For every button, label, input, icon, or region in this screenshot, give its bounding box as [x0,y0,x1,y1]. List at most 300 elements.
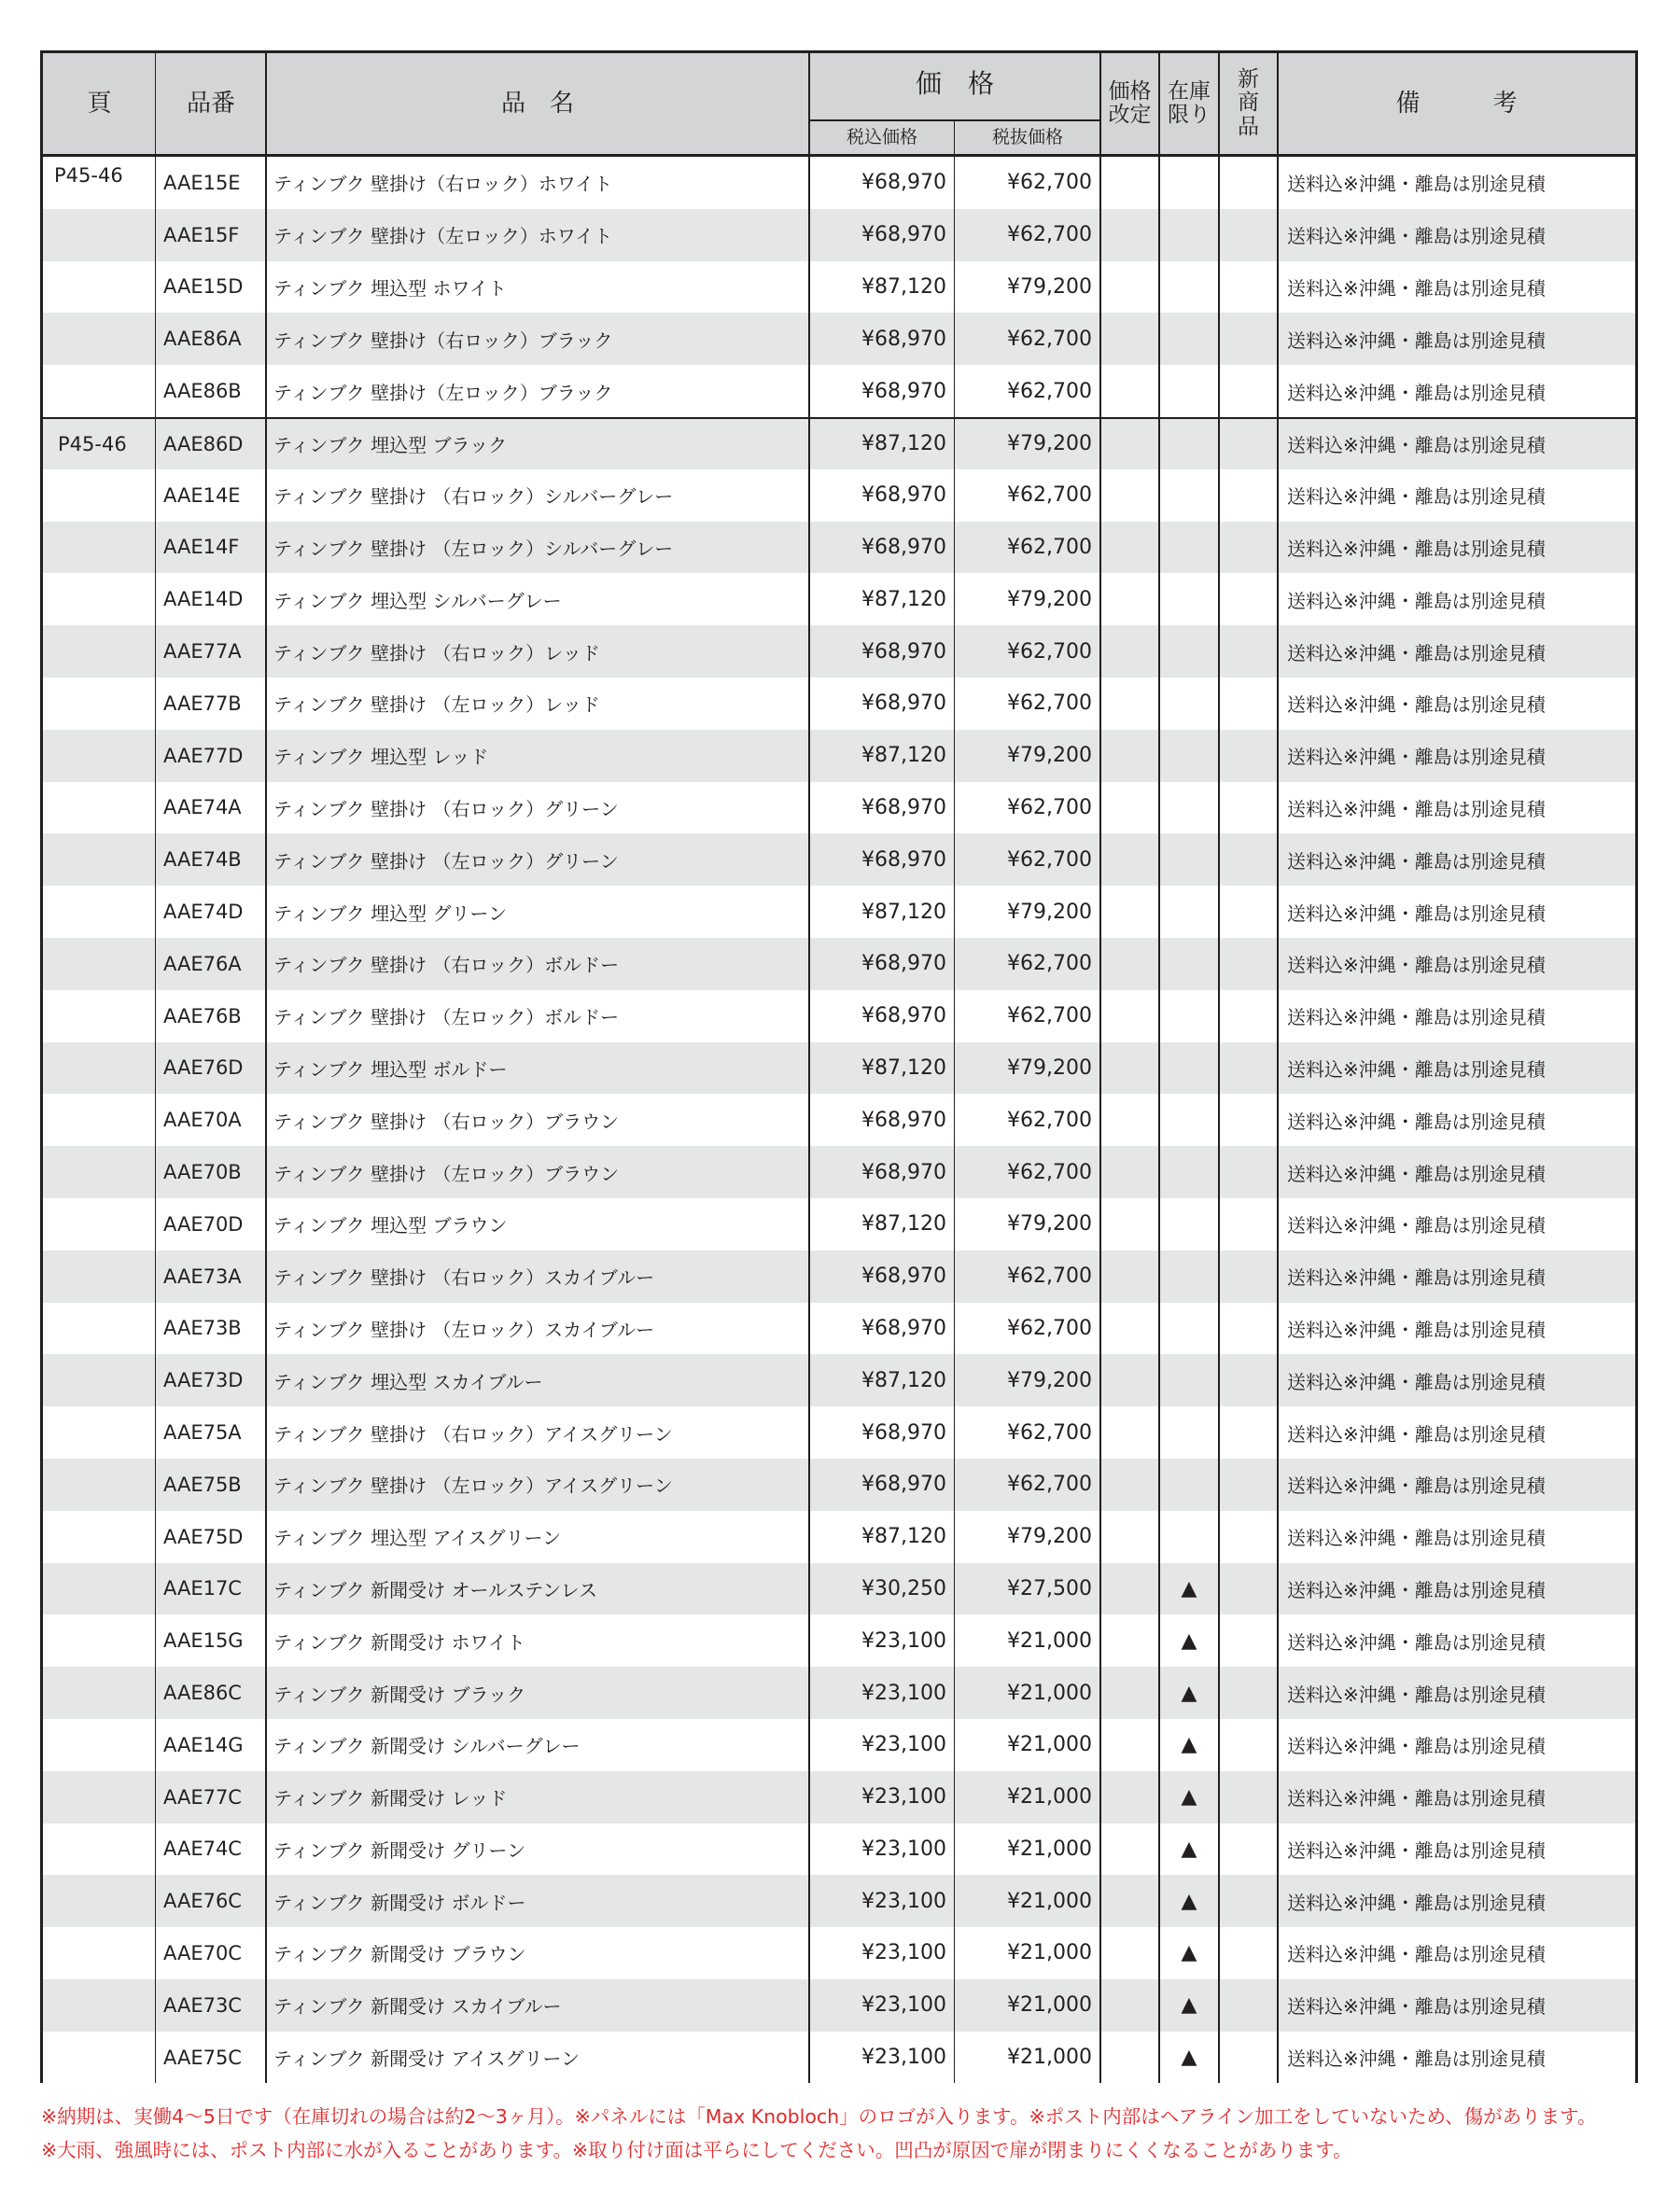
price-tax-in-cell: ¥30,250 [861,1576,946,1600]
column-divider [808,1667,810,1719]
column-divider [1158,522,1160,574]
price-revision-cell [1100,833,1159,886]
price-revision-cell [1100,1042,1159,1095]
column-divider [1218,365,1220,417]
name-cell: ティンブク 壁掛け （左ロック）シルバーグレー [273,537,674,560]
header-divider [1158,53,1160,154]
column-divider [1218,1198,1220,1251]
column-divider [265,2032,267,2084]
name-cell: ティンブク 壁掛け （右ロック）スカイブルー [273,1266,655,1290]
price-tax-in-cell: ¥68,970 [861,223,946,247]
column-divider [808,938,810,990]
column-divider [1218,886,1220,938]
remarks-cell: 送料込※沖縄・離島は別途見積 [1287,1683,1546,1706]
code-cell: AAE77C [163,1785,242,1809]
code-cell: AAE74C [163,1838,242,1861]
column-divider [155,1406,156,1459]
price-revision-cell [1100,990,1159,1042]
column-divider [1218,1979,1220,2032]
column-divider [155,522,156,574]
price-tax-in-cell: ¥23,100 [861,1681,946,1705]
remarks-cell: 送料込※沖縄・離島は別途見積 [1287,173,1546,196]
price-tax-out-cell: ¥21,000 [1007,1941,1092,1965]
footnotes [41,2100,1646,2167]
table-row [43,1875,1635,1927]
code-cell: AAE70D [163,1212,244,1236]
column-divider [155,1614,156,1667]
code-cell: AAE70C [163,1941,242,1964]
column-divider [1099,1094,1101,1146]
page-cell [43,1354,156,1406]
price-revision-cell [1100,1667,1159,1719]
column-divider [1277,1979,1279,2032]
remarks-cell: 送料込※沖縄・離島は別途見積 [1287,797,1546,820]
name-cell: ティンブク 新聞受け ブラウン [273,1943,526,1966]
page-cell [43,730,156,782]
column-divider [155,1251,156,1303]
column-divider [1099,990,1101,1042]
table-row [43,1511,1635,1563]
price-tax-out-cell: ¥62,700 [1007,1108,1092,1132]
page-cell [43,886,156,938]
page-cell [43,313,156,365]
price-revision-cell [1100,1563,1159,1615]
stock-limited-cell [1159,1251,1219,1303]
page-cell [43,1406,156,1459]
column-divider [1158,1146,1160,1198]
page-cell [43,2032,156,2084]
remarks-cell: 送料込※沖縄・離島は別途見積 [1287,485,1546,509]
column-divider [1099,522,1101,574]
column-divider [1277,1094,1279,1146]
column-divider [954,1303,955,1355]
price-revision-cell [1100,469,1159,522]
column-divider [1277,1771,1279,1824]
table-row [43,625,1635,678]
code-cell: AAE75C [163,2046,242,2069]
stock-limited-cell: ▲ [1181,1837,1197,1861]
code-cell: AAE77D [163,744,244,767]
new-product-cell [1219,209,1278,261]
code-cell: AAE75D [163,1525,244,1548]
new-product-cell [1219,1563,1278,1615]
price-tax-in-cell: ¥23,100 [861,1941,946,1965]
column-divider [155,1354,156,1406]
name-cell: ティンブク 埋込型 シルバーグレー [273,589,562,612]
column-divider [1277,2032,1279,2084]
column-divider [1099,1667,1101,1719]
table-row [43,1459,1635,1511]
price-tax-in-cell: ¥87,120 [861,274,946,299]
column-divider [1277,522,1279,574]
price-revision-cell [1100,1614,1159,1667]
column-divider [155,1094,156,1146]
name-cell: ティンブク 壁掛け （左ロック）ブラウン [273,1162,620,1185]
column-divider [954,1563,955,1615]
page-cell [43,1563,156,1615]
header-price-subdivider [809,119,1100,121]
table-row [43,1719,1635,1771]
column-divider [1277,1511,1279,1563]
remarks-cell: 送料込※沖縄・離島は別途見積 [1287,276,1546,300]
column-divider [1099,157,1101,209]
remarks-cell: 送料込※沖縄・離島は別途見積 [1287,1787,1546,1810]
column-divider [1099,1303,1101,1355]
column-divider [155,1771,156,1824]
table-row [43,1146,1635,1198]
page-cell [43,522,156,574]
column-divider [954,990,955,1042]
column-divider [1218,1614,1220,1667]
remarks-cell: 送料込※沖縄・離島は別途見積 [1287,434,1546,457]
column-divider [155,313,156,365]
table-row [43,990,1635,1042]
stock-limited-cell [1159,1094,1219,1146]
column-divider [808,730,810,782]
column-divider [1099,209,1101,261]
column-divider [1158,886,1160,938]
table-row [43,522,1635,574]
column-divider [1277,313,1279,365]
page-cell [43,1719,156,1771]
column-divider [155,365,156,417]
name-cell: ティンブク 壁掛け （右ロック）グリーン [273,797,619,820]
column-divider [155,1198,156,1251]
name-cell: ティンブク 新聞受け グリーン [273,1838,526,1862]
column-divider [1158,833,1160,886]
price-tax-in-cell: ¥68,970 [861,847,946,872]
header-page: 頁 [87,89,112,118]
stock-limited-cell [1159,1146,1219,1198]
column-divider [1277,1563,1279,1615]
column-divider [1099,1563,1101,1615]
table-row [43,1354,1635,1406]
column-divider [808,1198,810,1251]
page-cell [43,1146,156,1198]
code-cell: AAE74D [163,901,244,924]
stock-limited-cell: ▲ [1181,1993,1197,2018]
column-divider [155,2032,156,2084]
price-tax-in-cell: ¥23,100 [861,2046,946,2070]
page-cell [43,1251,156,1303]
table-row [43,261,1635,314]
code-cell: AAE73C [163,1993,242,2017]
price-tax-out-cell: ¥79,200 [1007,432,1092,456]
code-cell: AAE15G [163,1629,244,1653]
column-divider [265,1198,267,1251]
column-divider [1218,1354,1220,1406]
code-cell: AAE86D [163,432,244,455]
column-divider [1099,1979,1101,2032]
remarks-cell: 送料込※沖縄・離島は別途見積 [1287,1838,1546,1862]
column-divider [265,1979,267,2032]
column-divider [954,886,955,938]
price-tax-out-cell: ¥62,700 [1007,1473,1092,1497]
price-revision-cell [1100,1251,1159,1303]
table-body [40,157,1638,2083]
column-divider [1099,1251,1101,1303]
price-tax-out-cell: ¥62,700 [1007,535,1092,559]
column-divider [1277,469,1279,522]
price-revision-cell [1100,522,1159,574]
price-tax-in-cell: ¥68,970 [861,483,946,508]
stock-limited-cell [1159,261,1219,314]
column-divider [155,625,156,678]
header-price-tax-in: 税込価格 [846,127,917,148]
column-divider [1277,1354,1279,1406]
price-tax-in-cell: ¥68,970 [861,692,946,716]
price-revision-cell [1100,1771,1159,1824]
table-row [43,678,1635,730]
page-cell [43,1979,156,2032]
price-tax-out-cell: ¥79,200 [1007,1055,1092,1080]
table-row [43,886,1635,938]
name-cell: ティンブク 埋込型 レッド [273,746,489,769]
new-product-cell [1219,1042,1278,1095]
column-divider [1277,1146,1279,1198]
header-price-revision: 価格改定 [1108,78,1152,127]
page-cell [43,990,156,1042]
name-cell: ティンブク 壁掛け（右ロック）ブラック [273,328,613,352]
price-revision-cell [1100,157,1159,209]
stock-limited-cell [1159,1406,1219,1459]
new-product-cell [1219,833,1278,886]
name-cell: ティンブク 新聞受け アイスグリーン [273,2047,581,2071]
column-divider [1218,313,1220,365]
column-divider [1158,1563,1160,1615]
page-cell [43,1927,156,1979]
stock-limited-cell [1159,522,1219,574]
stock-limited-cell [1159,938,1219,990]
stock-limited-cell [1159,1198,1219,1251]
new-product-cell [1219,1771,1278,1824]
header-divider [954,121,955,154]
remarks-cell: 送料込※沖縄・離島は別途見積 [1287,1891,1546,1914]
column-divider [954,261,955,314]
column-divider [1218,1094,1220,1146]
table-row [43,573,1635,625]
column-divider [954,1251,955,1303]
price-tax-in-cell: ¥68,970 [861,327,946,351]
column-divider [155,209,156,261]
column-divider [808,1354,810,1406]
price-tax-out-cell: ¥21,000 [1007,1993,1092,2018]
column-divider [1277,1459,1279,1511]
name-cell: ティンブク 壁掛け（左ロック）ホワイト [273,225,613,248]
column-divider [265,313,267,365]
column-divider [1158,678,1160,730]
column-divider [155,1511,156,1563]
stock-limited-cell [1159,625,1219,678]
price-tax-in-cell: ¥68,970 [861,1265,946,1289]
column-divider [155,1875,156,1927]
code-cell: AAE86C [163,1682,242,1704]
column-divider [1277,886,1279,938]
column-divider [808,1511,810,1563]
price-tax-out-cell: ¥62,700 [1007,327,1092,351]
header-new-product: 新商品 [1238,67,1259,139]
price-tax-out-cell: ¥79,200 [1007,900,1092,924]
remarks-cell: 送料込※沖縄・離島は別途見積 [1287,225,1546,248]
column-divider [1277,938,1279,990]
code-cell: AAE14D [163,588,244,611]
name-cell: ティンブク 壁掛け （右ロック）レッド [273,641,600,664]
name-cell: ティンブク 埋込型 ブラック [273,434,508,457]
stock-limited-cell: ▲ [1181,1785,1197,1810]
code-cell: AAE76D [163,1056,244,1080]
new-product-cell [1219,469,1278,522]
column-divider [265,365,267,417]
table-row [43,1303,1635,1355]
price-revision-cell [1100,573,1159,625]
header-divider [1099,53,1101,154]
column-divider [808,1094,810,1146]
column-divider [1099,1146,1101,1198]
column-divider [808,1459,810,1511]
code-cell: AAE73B [163,1317,242,1340]
column-divider [265,678,267,730]
stock-limited-cell [1159,833,1219,886]
column-divider [1099,2032,1101,2084]
price-tax-in-cell: ¥68,970 [861,1420,946,1445]
stock-limited-cell: ▲ [1181,2046,1197,2070]
price-revision-cell [1100,938,1159,990]
column-divider [1158,469,1160,522]
price-tax-out-cell: ¥62,700 [1007,1160,1092,1184]
price-tax-in-cell: ¥68,970 [861,171,946,195]
price-tax-in-cell: ¥68,970 [861,1316,946,1340]
price-tax-out-cell: ¥21,000 [1007,1681,1092,1705]
remarks-cell: 送料込※沖縄・離島は別途見積 [1287,589,1546,612]
new-product-cell [1219,782,1278,834]
column-divider [954,1198,955,1251]
column-divider [265,573,267,625]
price-revision-cell [1100,1146,1159,1198]
column-divider [1158,1511,1160,1563]
column-divider [265,209,267,261]
column-divider [1099,678,1101,730]
code-cell: AAE77B [163,692,242,715]
code-cell: AAE70B [163,1161,242,1184]
stock-limited-cell: ▲ [1181,1941,1197,1965]
price-tax-out-cell: ¥79,200 [1007,1212,1092,1237]
column-divider [155,1563,156,1615]
column-divider [265,469,267,522]
new-product-cell [1219,522,1278,574]
price-tax-out-cell: ¥62,700 [1007,639,1092,664]
name-cell: ティンブク 新聞受け レッド [273,1787,508,1810]
code-cell: AAE15E [163,171,241,194]
header-divider [808,53,810,154]
column-divider [808,1042,810,1095]
column-divider [954,1667,955,1719]
new-product-cell [1219,1406,1278,1459]
price-tax-in-cell: ¥68,970 [861,1160,946,1184]
new-product-cell [1219,313,1278,365]
price-tax-out-cell: ¥62,700 [1007,847,1092,872]
column-divider [1277,1303,1279,1355]
price-tax-in-cell: ¥23,100 [861,1628,946,1653]
column-divider [1218,1511,1220,1563]
new-product-cell [1219,1614,1278,1667]
code-cell: AAE75B [163,1473,242,1496]
column-divider [265,522,267,574]
column-divider [954,522,955,574]
price-tax-in-cell: ¥87,120 [861,1368,946,1392]
column-divider [155,157,156,209]
header-divider [1277,53,1279,154]
price-tax-in-cell: ¥68,970 [861,795,946,819]
column-divider [1277,209,1279,261]
remarks-cell: 送料込※沖縄・離島は別途見積 [1287,1006,1546,1029]
column-divider [954,1459,955,1511]
price-tax-out-cell: ¥62,700 [1007,379,1092,403]
remarks-cell: 送料込※沖縄・離島は別途見積 [1287,1162,1546,1185]
stock-limited-cell [1159,419,1219,469]
page-cell [43,469,156,522]
column-divider [954,1824,955,1876]
code-cell: AAE74A [163,796,242,819]
price-tax-in-cell: ¥68,970 [861,639,946,664]
column-divider [1218,990,1220,1042]
new-product-cell [1219,2032,1278,2084]
table-row [43,1251,1635,1303]
column-divider [1158,1354,1160,1406]
column-divider [1218,730,1220,782]
column-divider [808,2032,810,2084]
new-product-cell [1219,1667,1278,1719]
column-divider [954,1406,955,1459]
column-divider [954,782,955,834]
table-row [43,209,1635,261]
page-cell [43,1875,156,1927]
column-divider [1218,1303,1220,1355]
column-divider [1158,625,1160,678]
table-row [43,782,1635,834]
name-cell: ティンブク 壁掛け （左ロック）レッド [273,693,600,717]
column-divider [1277,1042,1279,1095]
column-divider [1218,1251,1220,1303]
column-divider [954,1771,955,1824]
remarks-cell: 送料込※沖縄・離島は別途見積 [1287,1422,1546,1446]
column-divider [1218,1875,1220,1927]
column-divider [1158,1459,1160,1511]
column-divider [1277,625,1279,678]
column-divider [265,1094,267,1146]
page-cell [43,209,156,261]
remarks-cell: 送料込※沖縄・離島は別途見積 [1287,328,1546,352]
name-cell: ティンブク 新聞受け スカイブルー [273,1995,562,2019]
price-revision-cell [1100,730,1159,782]
column-divider [265,1146,267,1198]
name-cell: ティンブク 壁掛け （左ロック）グリーン [273,849,619,873]
page-cell [43,1771,156,1824]
stock-limited-cell [1159,1303,1219,1355]
column-divider [1218,1406,1220,1459]
new-product-cell [1219,1511,1278,1563]
column-divider [1218,833,1220,886]
remarks-cell: 送料込※沖縄・離島は別途見積 [1287,1943,1546,1966]
new-product-cell [1219,1303,1278,1355]
column-divider [155,886,156,938]
column-divider [1099,1042,1101,1095]
column-divider [808,522,810,574]
price-revision-cell [1100,1459,1159,1511]
price-revision-cell [1100,1927,1159,1979]
column-divider [1218,1563,1220,1615]
column-divider [1099,1459,1101,1511]
column-divider [1099,469,1101,522]
